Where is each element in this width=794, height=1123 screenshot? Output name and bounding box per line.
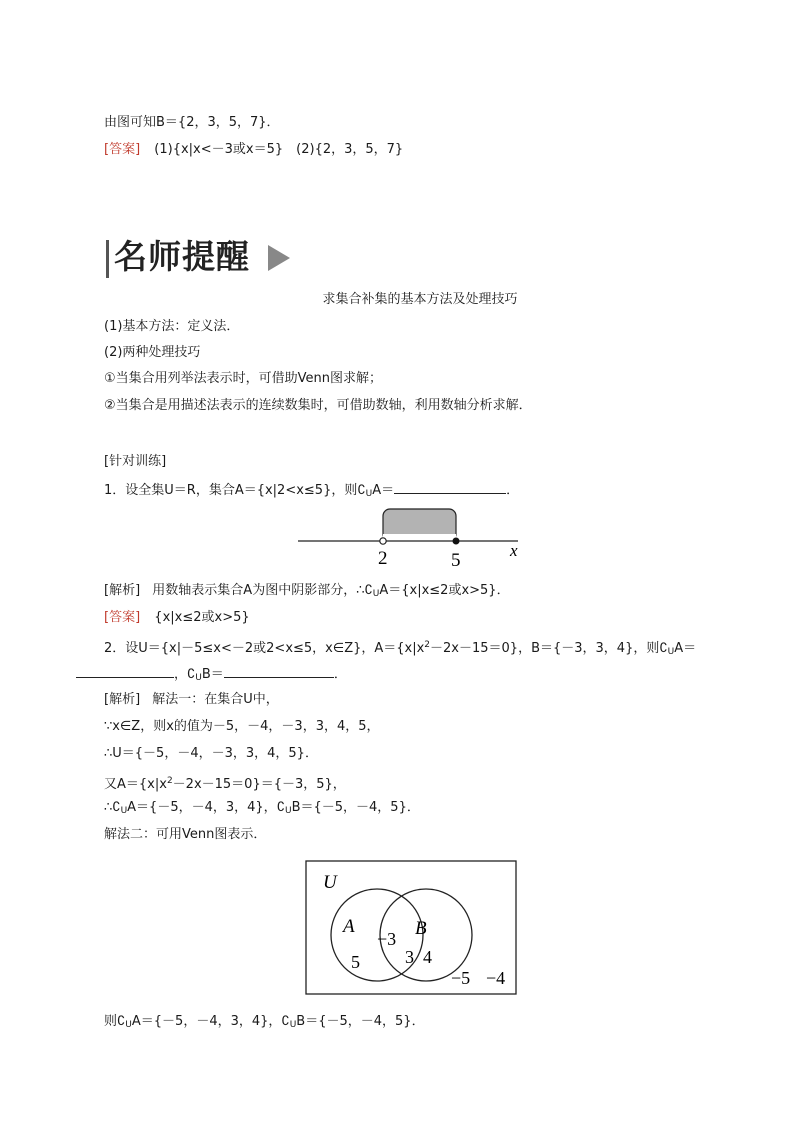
complement-symbol: ∁ bbox=[357, 483, 366, 498]
analysis-text-b: A＝{x|x≤2或x>5}． bbox=[379, 583, 510, 598]
question-2-line-2 bbox=[76, 664, 347, 687]
answer-text: {x|x≤2或x>5} bbox=[154, 610, 250, 625]
open-point-2 bbox=[380, 538, 386, 544]
element-outside-2: −4 bbox=[486, 968, 506, 988]
prev-answer bbox=[104, 141, 403, 159]
q2-text-c: A＝ bbox=[674, 641, 697, 656]
label-x: x bbox=[510, 541, 518, 560]
superscript: 2 bbox=[424, 640, 431, 650]
universal-set-box bbox=[306, 861, 516, 994]
q1-end: ． bbox=[506, 483, 520, 498]
complement-symbol: ∁ bbox=[187, 667, 196, 682]
complement-symbol: ∁ bbox=[281, 1014, 290, 1029]
complement-sub: U bbox=[284, 806, 292, 816]
tips-line-4: ②当集合是用描述法表示的连续数集时，可借助数轴，利用数轴分析求解． bbox=[104, 398, 532, 413]
final-b: A＝{－5，－4，3，4}， bbox=[131, 1014, 282, 1029]
prev-conclusion: 由图可知B＝{2，3，5，7}． bbox=[104, 115, 280, 130]
answer-blank[interactable] bbox=[394, 480, 506, 494]
superscript: 2 bbox=[166, 776, 173, 786]
question-2-line-1 bbox=[104, 636, 696, 661]
step-2: ∴U＝{－5，－4，－3，3，4，5}． bbox=[104, 746, 318, 761]
label-5: 5 bbox=[451, 550, 461, 571]
step-3-b: －2x－15＝0}＝{－3，5}， bbox=[172, 777, 346, 792]
tips-title: 求集合补集的基本方法及处理技巧 bbox=[322, 292, 518, 307]
step-3 bbox=[104, 772, 346, 794]
q2-text-a: 2．设U＝{x|－5≤x<－2或2<x≤5，x∈Z}，A＝{x|x bbox=[104, 641, 425, 656]
element-outside-1: −5 bbox=[451, 968, 471, 988]
label-b: B bbox=[415, 918, 427, 939]
step-4-b: A＝{－5，－4，3，4}， bbox=[127, 800, 277, 815]
label-2: 2 bbox=[378, 548, 388, 569]
answer-text: (1){x|x<－3或x＝5} (2){2，3，5，7} bbox=[154, 142, 404, 157]
play-arrow-icon bbox=[268, 245, 290, 271]
tips-line-2: (2)两种处理技巧 bbox=[104, 345, 201, 360]
q2-text-f: ． bbox=[333, 667, 347, 682]
venn-diagram bbox=[305, 860, 518, 996]
tips-line-3: ①当集合用列举法表示时，可借助Venn图求解； bbox=[104, 371, 383, 386]
complement-symbol: ∁ bbox=[276, 800, 285, 815]
closed-point-5 bbox=[453, 538, 460, 545]
complement-sub: U bbox=[365, 489, 373, 499]
step-3-a: 又A＝{x|x bbox=[104, 777, 167, 792]
step-4-a: ∴ bbox=[104, 800, 113, 815]
step-4-c: B＝{－5，－4，5}． bbox=[291, 800, 420, 815]
element-a-only: 5 bbox=[351, 952, 360, 972]
practice-tag: [针对训练] bbox=[104, 454, 167, 469]
number-line-figure bbox=[290, 500, 530, 572]
complement-sub: U bbox=[195, 673, 202, 683]
answer-tag: [答案] bbox=[104, 142, 141, 157]
q2-text-e: B＝ bbox=[201, 667, 224, 682]
q2-text-d: ， bbox=[174, 667, 188, 682]
analysis-text-a: 用数轴表示集合A为图中阴影部分，∴ bbox=[152, 583, 365, 598]
step-5: 解法二：可用Venn图表示． bbox=[104, 827, 267, 842]
element-intersection: −3 bbox=[377, 929, 397, 949]
complement-symbol: ∁ bbox=[117, 1014, 126, 1029]
complement-symbol: ∁ bbox=[364, 583, 373, 598]
q1-answer bbox=[104, 609, 250, 627]
step-4 bbox=[104, 799, 420, 820]
analysis-text: 解法一：在集合U中， bbox=[152, 692, 279, 707]
label-u: U bbox=[323, 872, 337, 893]
answer-blank[interactable] bbox=[76, 664, 174, 678]
complement-symbol: ∁ bbox=[659, 641, 668, 656]
analysis-tag: [解析] bbox=[104, 583, 141, 598]
q1-complement: A＝ bbox=[372, 483, 395, 498]
tips-line-1: (1)基本方法：定义法． bbox=[104, 319, 240, 334]
answer-blank[interactable] bbox=[224, 664, 334, 678]
label-a: A bbox=[343, 916, 355, 937]
q1-prefix: 1．设全集U＝R，集合A＝{x|2<x≤5}，则 bbox=[104, 483, 358, 498]
final-a: 则 bbox=[104, 1014, 118, 1029]
final-c: B＝{－5，－4，5}． bbox=[296, 1014, 425, 1029]
complement-sub: U bbox=[372, 589, 380, 599]
q2-analysis bbox=[104, 691, 279, 709]
q2-text-b: －2x－15＝0}，B＝{－3，3，4}，则 bbox=[430, 641, 660, 656]
complement-sub: U bbox=[289, 1020, 297, 1030]
element-b-only: 3 4 bbox=[405, 947, 432, 967]
complement-sub: U bbox=[120, 806, 128, 816]
answer-tag: [答案] bbox=[104, 610, 141, 625]
heading-text: 名师提醒 bbox=[114, 237, 250, 276]
analysis-tag: [解析] bbox=[104, 692, 141, 707]
final-line bbox=[104, 1013, 425, 1034]
complement-symbol: ∁ bbox=[112, 800, 121, 815]
complement-sub: U bbox=[667, 647, 675, 657]
heading-bar bbox=[106, 240, 109, 278]
q1-analysis bbox=[104, 582, 510, 603]
step-1: ∵x∈Z，则x的值为－5，－4，－3，3，4，5， bbox=[104, 719, 380, 734]
complement-sub: U bbox=[125, 1020, 132, 1030]
